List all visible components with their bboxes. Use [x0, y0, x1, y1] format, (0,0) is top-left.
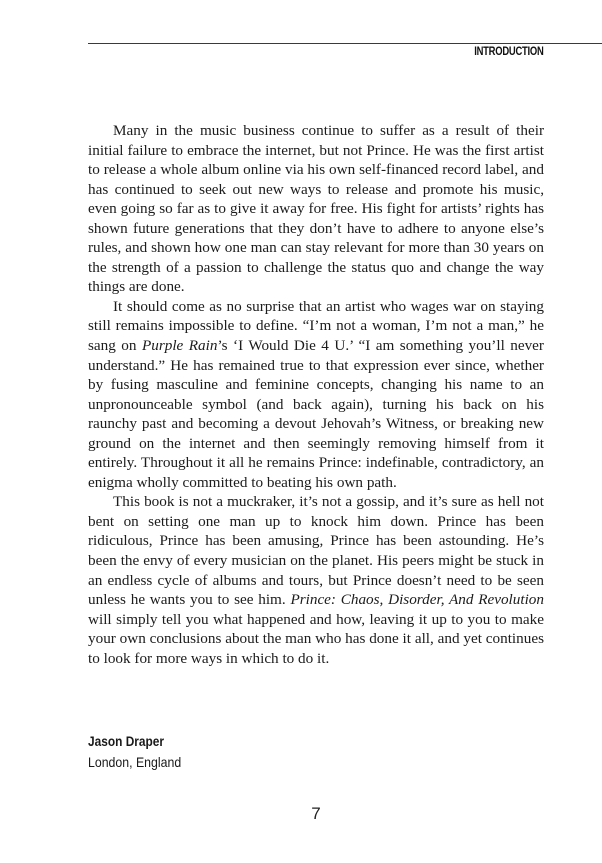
- body-text: [88, 121, 544, 668]
- paragraph-text: It should come as no surprise that an artist who wages war on staying still remains impossible to define. “I’m not a woman, I’m not a man,” he sang on: [88, 297, 544, 355]
- section-title: INTRODUCTION: [474, 46, 544, 58]
- signature: [88, 731, 194, 773]
- paragraph-text: will simply tell you what happened and how, leaving it up to you to make your own conclusions about the man who has done it all, and yet continues to look for more ways in which to do it.: [88, 610, 544, 667]
- page-number: 7: [311, 804, 321, 823]
- book-title: Prince: Chaos, Disorder, And Revolution: [290, 591, 544, 609]
- album-title: Purple Rain: [141, 337, 218, 355]
- paragraph-text: ’s ‘I Would Die 4 U.’ “I am something you’ll never understand.” He has remained true to that expression ever since, whether by fusing masculine and feminine concepts, changing his name to an unpronounceable symbol (and back again), turning his back on his raunchy past and becoming a devout Jehovah’s Witness, or breaking new ground on the internet and then seemingly removing himself from it entirely. Throughout it all he remains Prince: indefinable, contradictory, an enigma wholly committed to beating his own path.: [88, 337, 544, 491]
- author-location: London, England: [88, 754, 182, 770]
- author-name: Jason Draper: [88, 733, 165, 749]
- header-rule: [88, 43, 602, 44]
- paragraph-2: [88, 297, 544, 492]
- paragraph-3: [88, 492, 544, 668]
- paragraph-text: This book is not a muckraker, it’s not a gossip, and it’s sure as hell not bent on setting one man up to knock him down. Prince has been ridiculous, Prince has been amusing, Prince has been astounding. He’s been the envy of every musician on the planet. His peers might be stuck in an endless cycle of albums and tours, but Prince doesn’t need to be seen unless he wants you to see him.: [88, 493, 544, 609]
- paragraph-1: [88, 121, 544, 297]
- paragraph-text: Many in the music business continue to suffer as a result of their initial failure to embrace the internet, but not Prince. He was the first artist to release a whole album online via his own self-financed record label, and has continued to seek out new ways to release and promote his music, even going so far as to give it away for free. His fight for artists’ rights has shown future generations that they don’t have to adhere to anyone else’s rules, and shown how one man can stay relevant for more than 30 years on the strength of a passion to challenge the status quo and change the way things are done.: [88, 122, 544, 296]
